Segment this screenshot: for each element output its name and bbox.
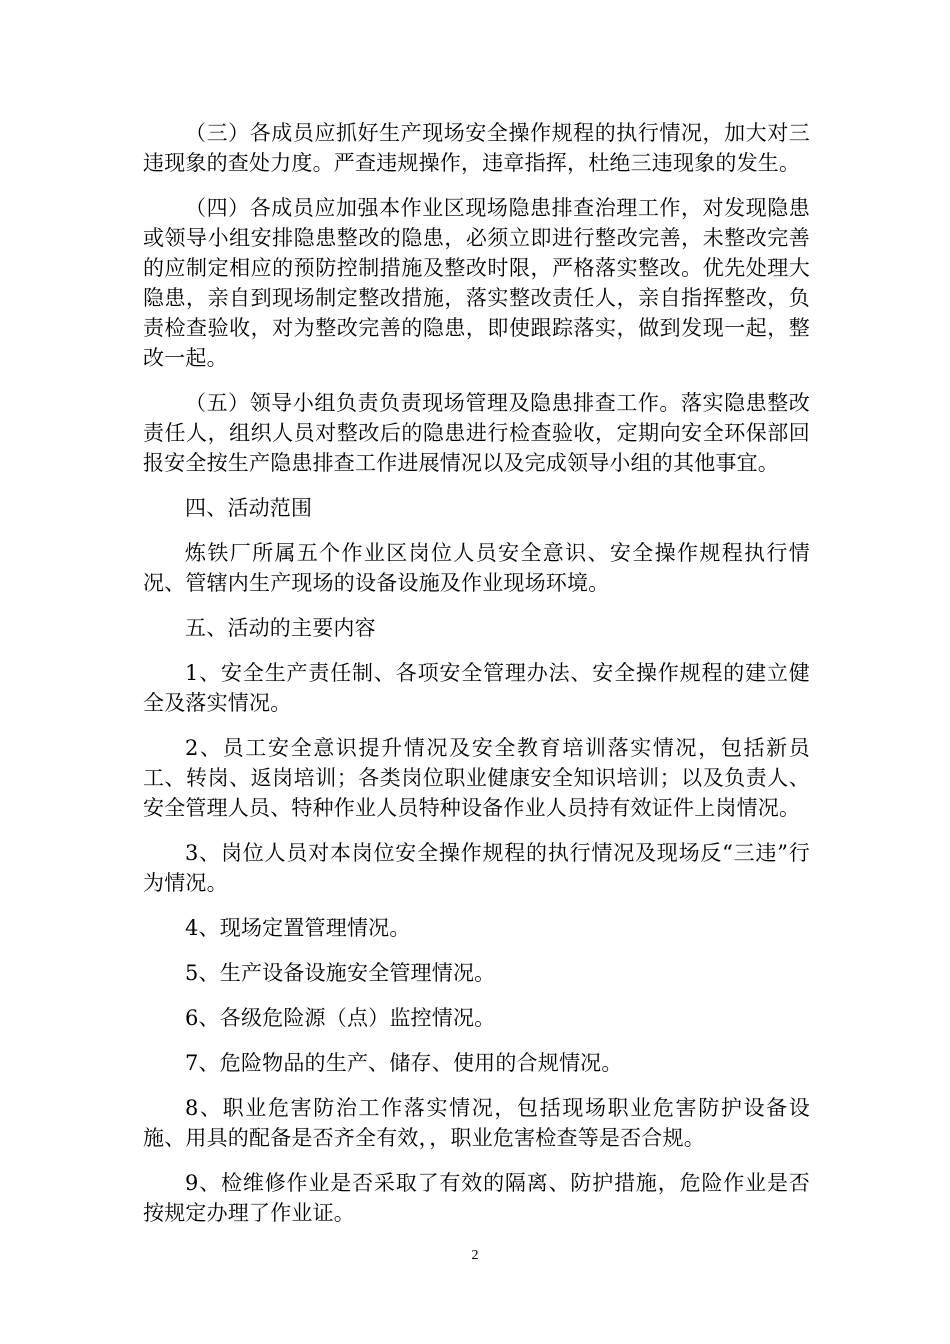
heading-activity-scope: 四、活动范围: [185, 496, 313, 520]
paragraph-section-5: （五）领导小组负责负责现场管理及隐患排查工作。落实隐患整改责任人，组织人员对整改后的隐患进行检查验收，定期向安全环保部回报安全按生产隐患排查工作进展情况以及完成领导小组的其他事宜。: [143, 391, 810, 475]
list-item-9: 9、检维修作业是否采取了有效的隔离、防护措施，危险作业是否按规定办理了作业证。: [143, 1171, 810, 1225]
list-item-1: 1、安全生产责任制、各项安全管理办法、安全操作规程的建立健全及落实情况。: [143, 661, 810, 715]
list-item-2: 2、员工安全意识提升情况及安全教育培训落实情况，包括新员工、转岗、返岗培训；各类岗位职业健康安全知识培训；以及负责人、安全管理人员、特种作业人员特种设备作业人员持有效证件上岗情况。: [143, 736, 810, 820]
list-item-8: 8、职业危害防治工作落实情况，包括现场职业危害防护设备设施、用具的配备是否齐全有效，，职业危害检查等是否合规。: [143, 1096, 810, 1150]
list-item-4: 4、现场定置管理情况。: [185, 916, 411, 940]
list-item-7: 7、危险物品的生产、储存、使用的合规情况。: [185, 1051, 623, 1075]
list-item-5: 5、生产设备设施安全管理情况。: [185, 961, 496, 985]
paragraph-section-3: （三）各成员应抓好生产现场安全操作规程的执行情况，加大对三违现象的查处力度。严查违规操作，违章指挥，杜绝三违现象的发生。: [143, 121, 810, 175]
paragraph-activity-scope: 炼铁厂所属五个作业区岗位人员安全意识、安全操作规程执行情况、管辖内生产现场的设备设施及作业现场环境。: [143, 541, 810, 595]
document-body: [143, 118, 810, 1243]
list-item-3: 3、岗位人员对本岗位安全操作规程的执行情况及现场反“三违”行为情况。: [143, 841, 810, 895]
heading-main-content: 五、活动的主要内容: [185, 616, 376, 640]
page-number: 2: [471, 1248, 479, 1263]
paragraph-section-4: （四）各成员应加强本作业区现场隐患排查治理工作，对发现隐患或领导小组安排隐患整改的隐患，必须立即进行整改完善，未整改完善的应制定相应的预防控制措施及整改时限，严格落实整改。优先处理大隐患，亲自到现场制定整改措施，落实整改责任人，亲自指挥整改，负责检查验收，对为整改完善的隐患，即使跟踪落实，做到发现一起，整改一起。: [143, 196, 810, 370]
list-item-6: 6、各级危险源（点）监控情况。: [185, 1006, 496, 1030]
